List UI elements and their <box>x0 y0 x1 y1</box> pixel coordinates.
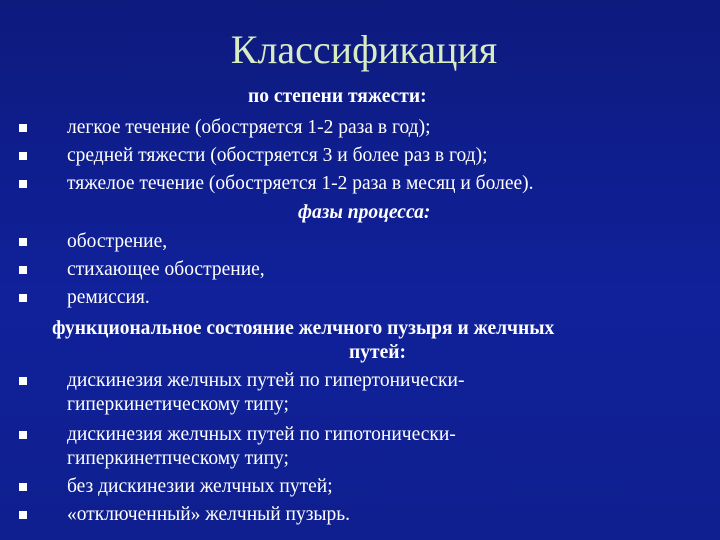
list-item-line1: дискинезия желчных путей по гипотонически- <box>67 424 456 445</box>
list-item: ремиссия. <box>67 287 150 308</box>
bullet-icon <box>19 238 27 246</box>
list-item-line1: дискинезия желчных путей по гипертонически- <box>67 370 465 391</box>
list-item: тяжелое течение (обостряется 1-2 раза в месяц и более). <box>67 173 534 194</box>
list-item: «отключенный» желчный пузырь. <box>67 504 351 525</box>
list-item-line2: гиперкинетпческому типу; <box>67 448 289 469</box>
list-item: без дискинезии желчных путей; <box>67 476 333 497</box>
bullet-icon <box>19 180 27 188</box>
phases-heading: фазы процесса: <box>298 202 431 223</box>
bullet-icon <box>19 511 27 519</box>
bullet-icon <box>19 483 27 491</box>
list-item-line2: гиперкинетическому типу; <box>67 394 289 415</box>
severity-heading: по степени тяжести: <box>248 86 427 107</box>
list-item: средней тяжести (обостряется 3 и более раз в год); <box>67 145 488 166</box>
bullet-icon <box>19 124 27 132</box>
list-item: обострение, <box>67 231 168 252</box>
list-item: стихающее обострение, <box>67 259 265 280</box>
bullet-icon <box>19 431 27 439</box>
bullet-icon <box>19 294 27 302</box>
list-item: легкое течение (обостряется 1-2 раза в год); <box>67 117 431 138</box>
bullet-icon <box>19 266 27 274</box>
functional-heading-line2: путей: <box>349 342 406 363</box>
bullet-icon <box>19 377 27 385</box>
bullet-icon <box>19 152 27 160</box>
functional-heading-line1: функциональное состояние желчного пузыря и желчных <box>52 318 555 339</box>
slide-title: Классификация <box>230 27 498 72</box>
